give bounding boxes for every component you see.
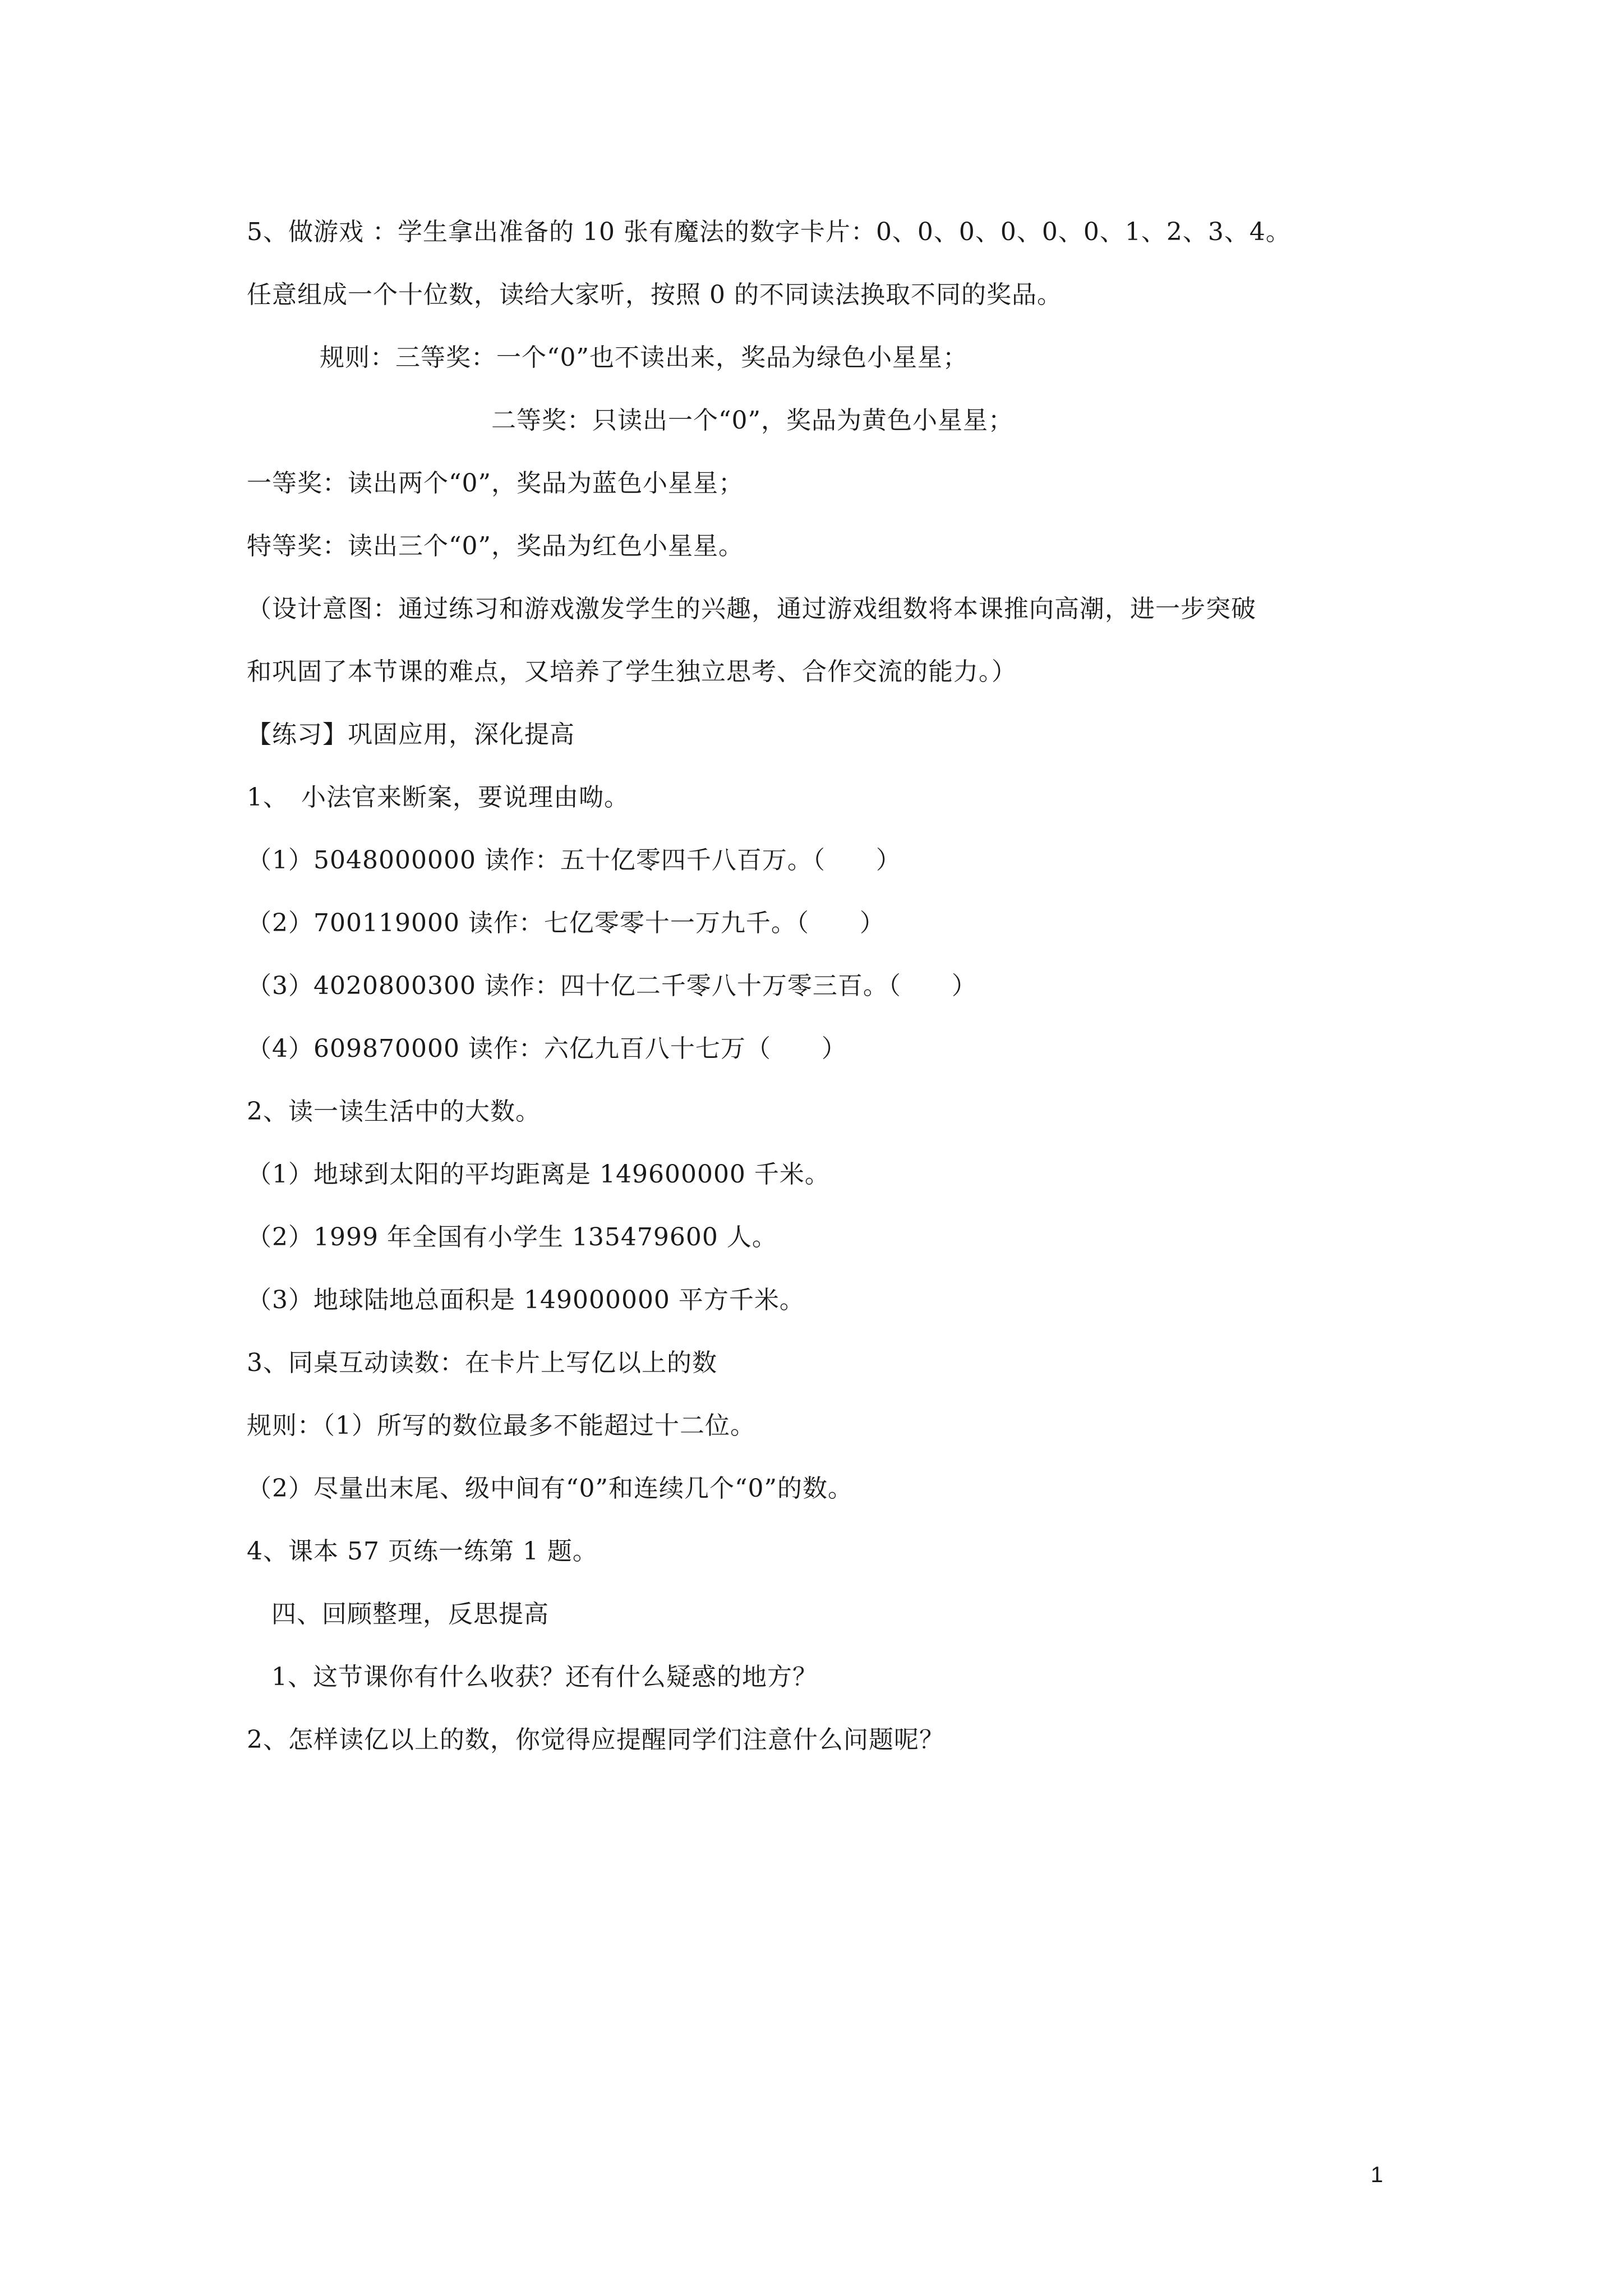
paragraph-line: 3、同桌互动读数：在卡片上写亿以上的数 (247, 1349, 717, 1377)
list-item: （1）地球到太阳的平均距离是 149600000 千米。 (247, 1160, 830, 1189)
paragraph-line: 1、这节课你有什么收获？还有什么疑惑的地方？ (271, 1663, 818, 1691)
paragraph-line: 2、怎样读亿以上的数，你觉得应提醒同学们注意什么问题呢？ (247, 1726, 944, 1754)
paragraph-line: 5、做游戏 ：学生拿出准备的 10 张有魔法的数字卡片：0、0、0、0、0、0、1、2、3、4。 (247, 218, 1291, 246)
list-item: （3）4020800300 读作：四十亿二千零八十万零三百。（ ） (247, 972, 977, 1000)
list-item: （2）1999 年全国有小学生 135479600 人。 (247, 1223, 777, 1251)
list-item: （2）700119000 读作：七亿零零十一万九千。（ ） (247, 909, 885, 937)
paragraph-line: （设计意图：通过练习和游戏激发学生的兴趣，通过游戏组数将本课推向高潮，进一步突破 (247, 595, 1256, 623)
list-item: （2）尽量出末尾、级中间有“0”和连续几个“0”的数。 (247, 1474, 853, 1503)
page-number: 1 (1371, 2162, 1384, 2187)
paragraph-line: 1、 小法官来断案，要说理由呦。 (247, 783, 629, 812)
paragraph-line: 规则：三等奖：一个“0”也不读出来，奖品为绿色小星星； (320, 343, 968, 372)
paragraph-line: 和巩固了本节课的难点，又培养了学生独立思考、合作交流的能力。） (247, 657, 1017, 686)
list-item: （1）5048000000 读作：五十亿零四千八百万。（ ） (247, 846, 901, 875)
paragraph-line: 规则：（1）所写的数位最多不能超过十二位。 (247, 1411, 755, 1440)
paragraph-line: 任意组成一个十位数，读给大家听，按照 0 的不同读法换取不同的奖品。 (247, 280, 1062, 309)
paragraph-line: 特等奖：读出三个“0”，奖品为红色小星星。 (247, 532, 744, 560)
paragraph-line: 2、读一读生活中的大数。 (247, 1097, 541, 1126)
section-heading: 四、回顾整理，反思提高 (271, 1600, 549, 1628)
list-item: （4）609870000 读作：六亿九百八十七万（ ） (247, 1034, 847, 1063)
list-item: （3）地球陆地总面积是 149000000 平方千米。 (247, 1286, 805, 1314)
paragraph-line: 二等奖：只读出一个“0”，奖品为黄色小星星； (491, 406, 1013, 435)
section-heading: 【练习】巩固应用，深化提高 (247, 720, 575, 749)
paragraph-line: 一等奖：读出两个“0”，奖品为蓝色小星星； (247, 469, 744, 498)
paragraph-line: 4、课本 57 页练一练第 1 题。 (247, 1537, 598, 1566)
